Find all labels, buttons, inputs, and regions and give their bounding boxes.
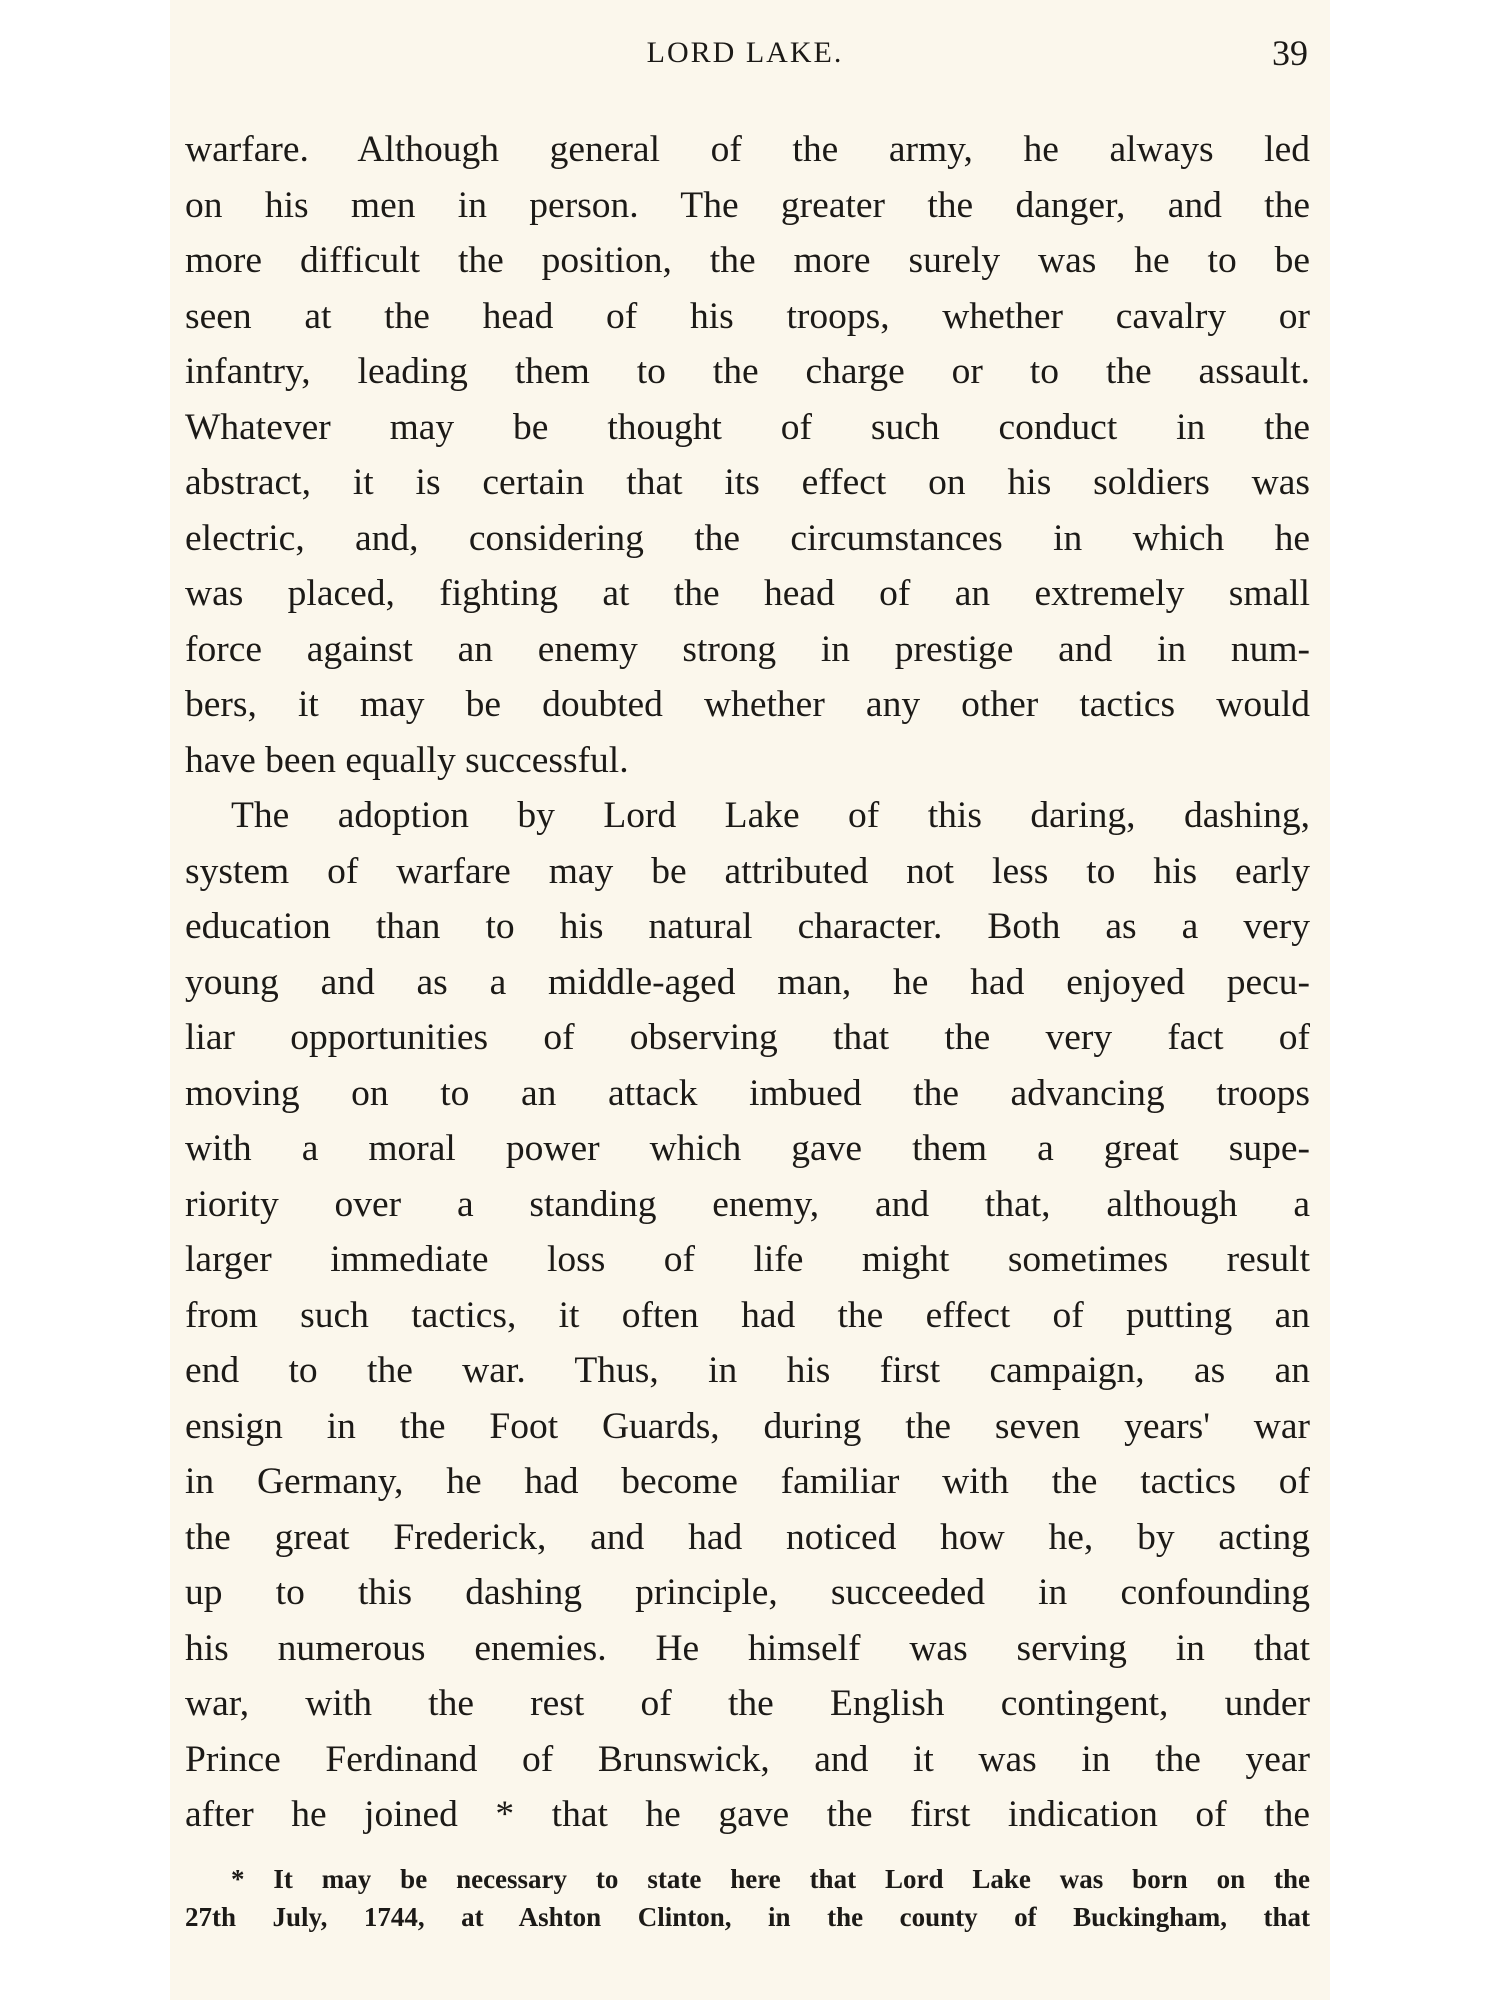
- text-line: liar opportunities of observing that the very fact of: [185, 1017, 1310, 1058]
- text-line: larger immediate loss of life might sometimes result: [185, 1239, 1310, 1280]
- running-head: LORD LAKE.: [646, 36, 844, 69]
- text-line: up to this dashing principle, succeeded in confounding: [185, 1572, 1310, 1613]
- text-line: force against an enemy strong in prestige and in num-: [185, 628, 1310, 670]
- text-line: ensign in the Foot Guards, during the seven years' war: [185, 1405, 1310, 1447]
- text-line: bers, it may be doubted whether any other tactics would: [185, 684, 1310, 725]
- text-line: was placed, fighting at the head of an extremely small: [185, 573, 1310, 614]
- footnote-line: 27th July, 1744, at Ashton Clinton, in the county of Buckingham, that: [185, 1902, 1310, 1932]
- text-line: more difficult the position, the more surely was he to be: [185, 240, 1310, 281]
- text-line: in Germany, he had become familiar with the tactics of: [185, 1461, 1310, 1502]
- text-line: Prince Ferdinand of Brunswick, and it was in the year: [185, 1738, 1310, 1780]
- text-line: the great Frederick, and had noticed how he, by acting: [185, 1516, 1310, 1558]
- text-line: education than to his natural character. Both as a very: [185, 906, 1310, 947]
- text-line: The adoption by Lord Lake of this daring, dashing,: [231, 795, 1310, 836]
- text-line: seen at the head of his troops, whether cavalry or: [185, 295, 1310, 337]
- text-line: have been equally successful.: [185, 739, 629, 781]
- text-line: from such tactics, it often had the effect of putting an: [185, 1294, 1310, 1336]
- footnote: [185, 1860, 1310, 1936]
- page-number: 39: [1272, 33, 1308, 73]
- text-line: with a moral power which gave them a great supe-: [185, 1128, 1310, 1169]
- footnote-line: * It may be necessary to state here that Lord Lake was born on the: [231, 1864, 1310, 1894]
- text-line: war, with the rest of the English contingent, under: [185, 1683, 1310, 1724]
- text-line: his numerous enemies. He himself was serving in that: [185, 1627, 1310, 1669]
- text-line: Whatever may be thought of such conduct in the: [185, 406, 1310, 448]
- text-line: system of warfare may be attributed not less to his early: [185, 850, 1310, 892]
- text-line: on his men in person. The greater the danger, and the: [185, 184, 1310, 226]
- text-line: riority over a standing enemy, and that, although a: [185, 1183, 1310, 1225]
- body-text: [185, 122, 1310, 1843]
- paragraph-2: [185, 788, 1310, 1843]
- text-line: abstract, it is certain that its effect on his soldiers was: [185, 462, 1310, 503]
- text-line: infantry, leading them to the charge or to the assault.: [185, 351, 1310, 392]
- paragraph-1: [185, 122, 1310, 788]
- text-line: end to the war. Thus, in his first campaign, as an: [185, 1350, 1310, 1391]
- text-line: electric, and, considering the circumstances in which he: [185, 517, 1310, 559]
- text-line: warfare. Although general of the army, he always led: [185, 129, 1310, 170]
- text-line: after he joined * that he gave the first indication of the: [185, 1794, 1310, 1835]
- text-line: young and as a middle-aged man, he had enjoyed pecu-: [185, 961, 1310, 1003]
- text-line: moving on to an attack imbued the advancing troops: [185, 1072, 1310, 1114]
- page-header: [170, 30, 1320, 80]
